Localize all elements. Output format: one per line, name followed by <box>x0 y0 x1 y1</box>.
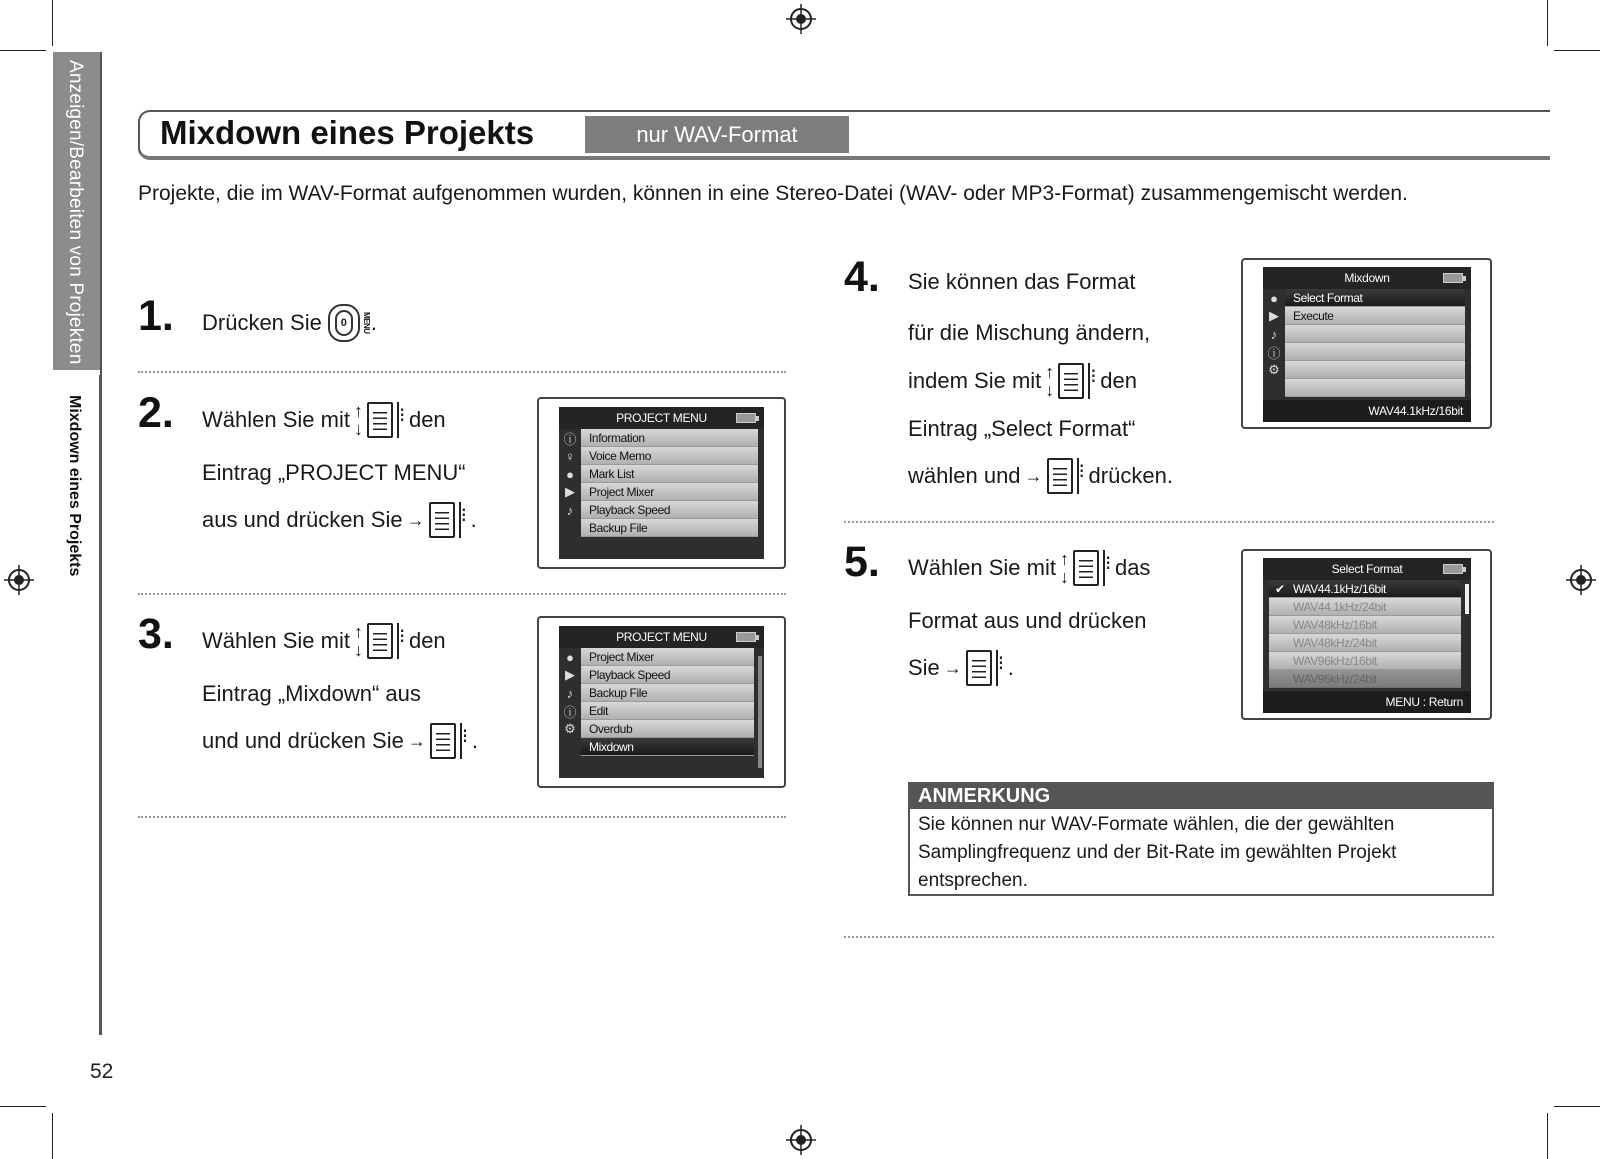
section-tab <box>53 52 101 370</box>
menu-item-backup-file[interactable]: Backup File <box>581 519 758 537</box>
screen-title: Select Format <box>1331 562 1403 576</box>
screen-icon-column <box>559 429 581 519</box>
menu-button-label: MENU <box>361 312 371 334</box>
press-switch-icon: → ⁝ <box>408 723 468 759</box>
step-5-line-2: Format aus und drücken <box>908 608 1147 633</box>
screen-header <box>1263 558 1471 580</box>
format-item-wav96-24[interactable]: WAV96kHz/24bit <box>1269 670 1461 688</box>
step-4-number: 4. <box>844 253 880 301</box>
step-text: Wählen Sie mit <box>202 407 350 432</box>
crop-mark <box>1547 1113 1548 1159</box>
crop-mark <box>1554 1106 1600 1107</box>
step-text: Sie <box>908 655 940 680</box>
menu-item-empty <box>1285 325 1465 343</box>
menu-button-icon: 0 MENU <box>328 304 371 342</box>
step-text: drücken. <box>1088 463 1173 488</box>
menu-item-backup-file[interactable]: Backup File <box>581 684 754 702</box>
record-icon: ● <box>566 466 574 482</box>
record-icon: ● <box>1270 290 1278 306</box>
menu-item-edit[interactable]: Edit <box>581 702 754 720</box>
page-title: Mixdown eines Projekts <box>160 114 535 151</box>
screen-frame <box>1241 258 1492 429</box>
step-2-line-2: Eintrag „PROJECT MENU“ <box>202 460 466 485</box>
screen-header <box>1263 267 1471 289</box>
scroll-switch-icon: ↑ ↓ ⁝ <box>1045 363 1096 399</box>
format-tag: nur WAV-Format <box>585 116 849 153</box>
menu-item-select-format[interactable]: Select Format <box>1285 289 1465 307</box>
format-item-wav96-16[interactable]: WAV96kHz/16bit <box>1269 652 1461 670</box>
menu-item-playback-speed[interactable]: Playback Speed <box>581 501 758 519</box>
music-file-icon: ♪ <box>566 685 574 701</box>
scroll-switch-icon: ↑ ↓ ⁝ <box>354 402 405 438</box>
info-icon: ⓘ <box>563 431 577 447</box>
step-4-line-3 <box>908 363 1137 399</box>
step-divider <box>844 521 1494 523</box>
registration-mark-icon <box>4 565 34 595</box>
menu-item-empty <box>1285 379 1465 397</box>
step-text: Wählen Sie mit <box>202 628 350 653</box>
crop-mark <box>52 0 53 46</box>
step-3-line-2: Eintrag „Mixdown“ aus <box>202 681 421 706</box>
step-divider <box>138 371 786 373</box>
device-screen-project-menu <box>559 407 764 559</box>
menu-item-mixdown[interactable]: Mixdown <box>581 738 754 756</box>
menu-item-overdub[interactable]: Overdub <box>581 720 754 738</box>
screen-icon-column <box>559 648 581 738</box>
step-1-text <box>202 305 377 341</box>
screen-icon-column <box>1263 289 1285 379</box>
screen-footer: MENU : Return <box>1263 691 1471 713</box>
battery-icon <box>736 413 756 423</box>
step-text: . <box>370 310 377 335</box>
battery-icon <box>1443 273 1463 283</box>
crop-mark <box>1547 0 1548 46</box>
menu-item-project-mixer[interactable]: Project Mixer <box>581 483 758 501</box>
screen-format-list <box>1269 580 1461 688</box>
step-text: . <box>471 728 478 753</box>
scroll-switch-icon: ↑ ↓ ⁝ <box>354 623 405 659</box>
screen-scrollbar <box>758 656 762 768</box>
step-text: . <box>470 507 477 532</box>
screen-menu-list <box>1285 289 1465 397</box>
screen-scrollbar <box>1465 584 1469 614</box>
step-text: wählen und <box>908 463 1021 488</box>
chapter-tab <box>53 375 101 1035</box>
play-icon: ▶ <box>1269 308 1279 323</box>
step-3-number: 3. <box>138 610 174 658</box>
press-switch-icon: → ⁝ <box>407 502 467 538</box>
step-divider <box>138 816 786 818</box>
press-switch-icon: → ⁝ <box>1025 458 1085 494</box>
screen-frame <box>537 616 786 788</box>
crop-mark <box>1554 50 1600 51</box>
screen-title: PROJECT MENU <box>616 411 707 425</box>
format-item-wav44-24[interactable]: WAV44.1kHz/24bit <box>1269 598 1461 616</box>
registration-mark-icon <box>786 4 816 34</box>
step-1-number: 1. <box>138 292 174 340</box>
menu-item-playback-speed[interactable]: Playback Speed <box>581 666 754 684</box>
menu-item-empty <box>1285 343 1465 361</box>
step-5-number: 5. <box>844 538 880 586</box>
battery-icon <box>736 632 756 642</box>
screen-title: PROJECT MENU <box>616 630 707 644</box>
scroll-switch-icon: ↑ ↓ ⁝ <box>1060 550 1111 586</box>
step-5-line-1 <box>908 550 1150 586</box>
music-file-icon: ♪ <box>566 502 574 518</box>
step-text: Wählen Sie mit <box>908 555 1056 580</box>
step-4-line-5 <box>908 458 1173 494</box>
battery-icon <box>1443 564 1463 574</box>
registration-mark-icon <box>1566 565 1596 595</box>
record-icon: ● <box>566 649 574 665</box>
step-2-number: 2. <box>138 389 174 437</box>
screen-header <box>559 626 764 648</box>
info-icon: ⓘ <box>1267 345 1281 361</box>
format-item-wav48-16[interactable]: WAV48kHz/16bit <box>1269 616 1461 634</box>
format-item-wav48-24[interactable]: WAV48kHz/24bit <box>1269 634 1461 652</box>
step-text: und und drücken Sie <box>202 728 404 753</box>
note-box <box>908 782 1494 896</box>
screen-frame <box>537 397 786 569</box>
note-body: Sie können nur WAV-Formate wählen, die der gewählten Samplingfrequenz und der Bit-Rate im gewählten Projekt entsprechen. <box>918 814 1397 891</box>
step-4-line-2: für die Mischung ändern, <box>908 320 1151 345</box>
step-text: den <box>408 628 446 653</box>
microphone-icon: ♀ <box>565 448 575 464</box>
screen-menu-list <box>581 648 754 756</box>
checkmark-icon: ✔ <box>1275 582 1285 596</box>
screen-menu-list <box>581 429 758 537</box>
info-icon: ⓘ <box>563 704 577 720</box>
step-2-line-3 <box>202 502 477 538</box>
crop-mark <box>52 1113 53 1159</box>
side-divider <box>100 52 102 1035</box>
intro-text: Projekte, die im WAV-Format aufgenommen wurden, können in eine Stereo-Datei (WAV- oder MP3-Format) zusammengemischt werden. <box>138 182 1408 205</box>
step-3-line-1 <box>202 623 446 659</box>
device-screen-mixdown <box>1263 267 1471 422</box>
format-label: WAV44.1kHz/16bit <box>1293 582 1386 596</box>
section-tab-label: Anzeigen/Bearbeiten von Projekten <box>65 60 86 365</box>
gear-icon: ⚙ <box>564 721 576 736</box>
menu-item-execute[interactable]: Execute <box>1285 307 1465 325</box>
registration-mark-icon <box>786 1125 816 1155</box>
device-screen-select-format <box>1263 558 1471 713</box>
device-screen-project-menu-mixdown <box>559 626 764 778</box>
screen-header <box>559 407 764 429</box>
crop-mark <box>0 50 46 51</box>
screen-frame <box>1241 549 1492 720</box>
step-4-line-4: Eintrag „Select Format“ <box>908 416 1136 441</box>
note-heading: ANMERKUNG <box>910 784 1492 809</box>
step-2-line-1 <box>202 402 446 438</box>
menu-item-information[interactable]: Information <box>581 429 758 447</box>
step-text: aus und drücken Sie <box>202 507 403 532</box>
menu-item-project-mixer[interactable]: Project Mixer <box>581 648 754 666</box>
menu-item-voice-memo[interactable]: Voice Memo <box>581 447 758 465</box>
crop-mark <box>0 1106 46 1107</box>
screen-title: Mixdown <box>1344 271 1390 285</box>
page-number: 52 <box>90 1060 114 1083</box>
play-icon: ▶ <box>565 484 575 499</box>
step-text: . <box>1007 655 1014 680</box>
gear-icon: ⚙ <box>1268 362 1280 377</box>
step-divider <box>138 593 786 595</box>
step-5-line-3 <box>908 650 1014 686</box>
step-4-line-1: Sie können das Format <box>908 269 1136 294</box>
step-text: das <box>1114 555 1151 580</box>
play-icon: ▶ <box>565 667 575 682</box>
step-divider <box>844 936 1494 938</box>
chapter-tab-label: Mixdown eines Projekts <box>66 395 83 577</box>
press-switch-icon: → ⁝ <box>944 650 1004 686</box>
screen-footer: WAV44.1kHz/16bit <box>1263 400 1471 422</box>
menu-item-empty <box>1285 361 1465 379</box>
step-text: den <box>408 407 446 432</box>
menu-item-mark-list[interactable]: Mark List <box>581 465 758 483</box>
step-text: den <box>1100 368 1137 393</box>
music-file-icon: ♪ <box>1270 326 1278 342</box>
step-text: indem Sie mit <box>908 368 1042 393</box>
step-3-line-3 <box>202 723 478 759</box>
step-text: Drücken Sie <box>202 310 322 335</box>
format-item-wav44-16[interactable] <box>1269 580 1461 598</box>
